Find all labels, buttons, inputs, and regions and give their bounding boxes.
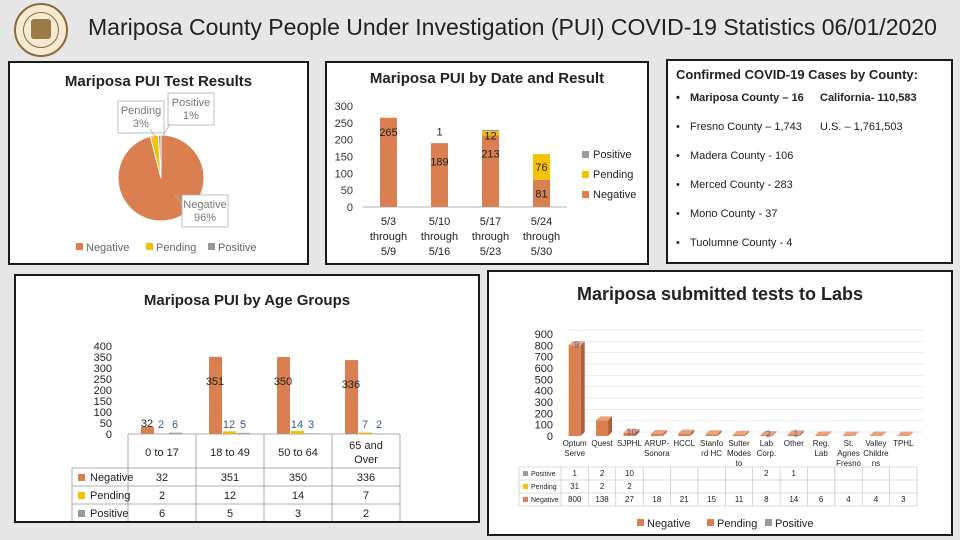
labs-category-label: Agnes	[837, 449, 860, 458]
labs-bar-negative	[815, 435, 827, 436]
date-category-label: through	[522, 231, 561, 243]
labs-table-swatch-negative	[523, 497, 528, 502]
age-table-cell: 350	[288, 472, 308, 484]
date-ytick: 200	[334, 134, 353, 147]
test-results-title: Mariposa PUI Test Results	[64, 73, 253, 90]
pie-legend-label-positive: Positive	[218, 242, 257, 254]
pie-label-negative-name: Negative	[183, 199, 227, 211]
labs-table-cell: 10	[625, 469, 634, 478]
date-ytick: 100	[334, 168, 353, 181]
age-legend-swatch-positive	[78, 510, 85, 517]
date-result-panel	[325, 61, 649, 265]
labs-table-cell: 2	[599, 469, 605, 478]
labs-table-cell: 6	[818, 495, 824, 504]
pie-label-pending-pct: 3%	[133, 118, 149, 130]
labs-bar-side	[581, 341, 585, 436]
age-table-cell: 336	[356, 472, 376, 484]
labs-table-cell: 2	[764, 469, 769, 478]
labs-table-cell: 2	[627, 482, 632, 491]
pie-legend-label-pending: Pending	[156, 242, 197, 254]
date-ytick: 300	[334, 101, 353, 113]
age-data-label-pending: 12	[222, 419, 236, 431]
labs-ytick: 500	[534, 374, 553, 387]
labs-bar-label: 10	[626, 426, 637, 437]
age-series-name-negative: Negative	[90, 472, 134, 484]
date-legend-swatch-negative	[582, 191, 589, 198]
age-table-cell: 6	[158, 508, 166, 520]
labs-table-cell: 800	[568, 495, 582, 504]
labs-table-swatch-positive	[523, 471, 528, 476]
labs-series-name-positive: Positive	[531, 471, 556, 478]
labs-ytick: 400	[534, 385, 553, 398]
case-item	[676, 178, 947, 207]
date-data-label: 1	[436, 126, 443, 139]
labs-table-cell: 8	[764, 495, 769, 504]
age-groups-bar-chart	[16, 276, 478, 521]
labs-category-label: Sutter	[728, 439, 750, 448]
labs-table-cell: 11	[734, 495, 744, 504]
case-county: Fresno County – 1,743	[690, 121, 802, 133]
age-data-label-negative: 350	[273, 376, 293, 388]
date-category-label: through	[420, 231, 459, 243]
labs-category-label: Quest	[591, 439, 613, 448]
date-category-label: 5/9	[380, 246, 397, 258]
labs-table-cell: 18	[652, 495, 662, 504]
labs-bar-negative	[596, 420, 608, 436]
date-category-label: through	[369, 231, 408, 243]
date-category-label: 5/17	[479, 216, 502, 228]
age-table-cell: 32	[155, 472, 169, 484]
test-results-panel	[8, 61, 309, 265]
labs-panel	[487, 270, 953, 536]
age-category-label: 65 and	[349, 440, 383, 452]
age-ytick: 100	[93, 407, 112, 419]
date-category-label: 5/23	[479, 246, 502, 258]
labs-category-label: Sonora	[643, 449, 670, 458]
labs-table-cell: 1	[572, 469, 577, 478]
labs-bar-label: 1	[793, 428, 799, 439]
age-ytick: 50	[99, 418, 112, 430]
date-data-label: 12	[484, 130, 497, 143]
labs-category-label: Reg.	[812, 439, 830, 448]
date-category-label: 5/30	[530, 246, 553, 258]
case-total: California- 110,583	[820, 92, 917, 104]
case-county: Merced County - 283	[690, 179, 793, 191]
age-table-cell: 5	[226, 508, 234, 520]
labs-ytick: 300	[534, 397, 553, 409]
date-category-label: 5/16	[428, 246, 451, 258]
age-ytick: 300	[93, 363, 112, 375]
case-county: Mono County - 37	[690, 208, 778, 220]
labs-category-label: TPHL	[893, 439, 914, 448]
case-item	[676, 236, 947, 265]
labs-category-label: ARUP-	[644, 439, 670, 448]
page-title: Mariposa County People Under Investigation (PUI) COVID-19 Statistics 06/01/2020	[88, 14, 937, 40]
labs-category-label: Fresno	[836, 459, 861, 468]
labs-legend-swatch-pending	[707, 519, 714, 526]
date-category-label: 5/10	[428, 216, 451, 228]
labs-category-label: Serve	[564, 449, 586, 458]
labs-category-label: Lab	[759, 439, 774, 448]
age-data-label-pending: 14	[290, 419, 304, 431]
labs-table-cell: 4	[873, 495, 879, 504]
cases-title: Confirmed COVID-19 Cases by County:	[676, 67, 918, 82]
age-category-label: 0 to 17	[145, 447, 179, 459]
pie-legend-label-negative: Negative	[86, 242, 130, 254]
age-table-cell: 351	[220, 472, 240, 484]
age-data-label-negative: 351	[205, 375, 225, 388]
age-data-label-positive: 3	[307, 419, 315, 431]
cases-panel	[666, 59, 953, 264]
age-ytick: 350	[93, 352, 112, 364]
age-data-label-negative: 32	[140, 417, 154, 430]
labs-title: Mariposa submitted tests to Labs	[576, 284, 864, 304]
date-category-label: 5/3	[380, 216, 397, 228]
labs-legend-swatch-negative	[637, 519, 644, 526]
labs-category-label: Optum	[562, 439, 587, 448]
labs-table-cell: 15	[707, 495, 717, 504]
date-ytick: 250	[334, 117, 353, 130]
labs-ytick: 200	[534, 408, 553, 421]
labs-table-cell: 21	[679, 495, 689, 504]
labs-table-cell: 1	[791, 469, 796, 478]
labs-legend-label-positive: Positive	[775, 518, 814, 530]
age-data-label-positive: 6	[171, 419, 179, 431]
age-groups-panel	[14, 274, 480, 523]
age-ytick: 200	[93, 385, 112, 397]
date-legend-label-positive: Positive	[593, 149, 632, 161]
labs-table-swatch-pending	[523, 484, 528, 489]
labs-table-cell: 4	[846, 495, 851, 504]
case-item	[676, 207, 947, 236]
labs-bar-negative	[651, 434, 663, 436]
labs-bar-label: 9	[574, 339, 580, 350]
date-ytick: 0	[346, 202, 353, 214]
age-data-label-pending: 2	[157, 419, 165, 431]
labs-table-cell: 27	[625, 495, 634, 504]
date-category-label: 5/24	[530, 216, 553, 228]
date-bar-negative	[431, 143, 448, 207]
age-series-name-pending: Pending	[90, 490, 131, 502]
age-table-cell: 12	[223, 490, 237, 502]
labs-category-label: to	[735, 459, 743, 468]
labs-category-label: Valley	[865, 439, 887, 448]
labs-legend-label-pending: Pending	[717, 518, 758, 530]
age-series-name-positive: Positive	[90, 508, 129, 520]
date-data-label: 189	[430, 156, 449, 169]
age-legend-swatch-pending	[78, 492, 85, 499]
date-data-label: 213	[481, 148, 500, 161]
date-legend-label-negative: Negative	[593, 189, 637, 201]
labs-table-cell: 138	[595, 495, 609, 504]
case-item	[676, 120, 947, 149]
pie-legend-swatch-negative	[76, 243, 83, 250]
pie-label-positive-pct: 1%	[183, 110, 199, 122]
labs-ytick: 100	[534, 419, 553, 432]
age-table-cell: 3	[294, 508, 302, 520]
date-bar-negative	[482, 135, 499, 207]
cases-list	[676, 91, 947, 265]
labs-category-label: HCCL	[673, 439, 696, 448]
labs-category-label: Lab	[814, 449, 828, 458]
labs-category-label: SJPHL	[617, 439, 642, 448]
labs-bar-negative	[569, 345, 581, 436]
date-legend-swatch-positive	[582, 151, 589, 158]
labs-legend-swatch-positive	[765, 519, 772, 526]
date-result-bar-chart	[327, 63, 647, 263]
age-bar-pending	[291, 431, 304, 434]
age-groups-title: Mariposa PUI by Age Groups	[143, 292, 351, 309]
labs-table-cell: 3	[901, 495, 906, 504]
labs-category-label: Childre	[863, 449, 889, 458]
age-ytick: 0	[105, 429, 112, 441]
labs-category-label: Corp.	[756, 449, 777, 458]
labs-bar-negative	[733, 435, 745, 436]
age-category-label: Over	[354, 454, 378, 466]
pie-label-positive-name: Positive	[171, 97, 211, 109]
county-seal-logo	[14, 3, 68, 57]
labs-category-label: ns	[871, 459, 881, 468]
pie-label-pending-name: Pending	[120, 105, 162, 117]
pie-label-negative-pct: 96%	[193, 212, 217, 224]
labs-series-name-pending: Pending	[531, 484, 557, 491]
date-result-title: Mariposa PUI by Date and Result	[369, 70, 605, 87]
labs-ytick: 700	[534, 351, 553, 364]
labs-category-label: rd HC	[701, 449, 723, 458]
age-bar-negative	[345, 360, 358, 434]
case-county: Madera County - 106	[690, 150, 794, 162]
labs-ytick: 0	[546, 431, 553, 443]
age-bar-negative	[277, 357, 290, 434]
age-ytick: 250	[93, 374, 112, 386]
age-legend-swatch-negative	[78, 474, 85, 481]
pie-legend-swatch-positive	[208, 243, 215, 250]
date-legend-swatch-pending	[582, 171, 589, 178]
labs-category-label: Modes	[726, 449, 752, 458]
age-table-cell: 2	[362, 508, 370, 520]
labs-ytick: 600	[534, 363, 553, 375]
date-legend-label-pending: Pending	[593, 169, 634, 181]
test-results-pie-chart	[10, 63, 307, 263]
labs-category-label: Stanfo	[700, 439, 724, 448]
date-category-label: through	[471, 231, 510, 243]
labs-table-cell: 2	[599, 482, 605, 491]
age-ytick: 400	[93, 341, 112, 353]
age-table-cell: 2	[158, 490, 166, 502]
case-item	[676, 91, 947, 120]
labs-bar-negative	[706, 434, 718, 436]
pie-legend-swatch-pending	[146, 243, 153, 250]
age-data-label-positive: 5	[239, 419, 247, 431]
labs-bar-label: 2	[765, 429, 771, 440]
date-data-label: 76	[535, 161, 548, 174]
age-data-label-pending: 7	[361, 419, 369, 431]
age-data-label-positive: 2	[375, 419, 383, 431]
age-data-label-negative: 336	[341, 379, 361, 392]
date-data-label: 265	[379, 126, 398, 139]
labs-ytick: 800	[534, 340, 553, 353]
labs-ytick: 900	[534, 329, 553, 341]
date-ytick: 150	[334, 151, 353, 164]
case-county: Tuolumne County - 4	[690, 237, 793, 249]
age-category-label: 18 to 49	[210, 447, 250, 459]
seal-emblem	[31, 19, 51, 39]
labs-category-label: Other	[783, 439, 804, 448]
labs-legend-label-negative: Negative	[647, 518, 691, 530]
age-bar-negative	[209, 357, 222, 434]
case-item	[676, 149, 947, 178]
date-ytick: 50	[340, 185, 353, 198]
age-table-cell: 14	[291, 490, 305, 502]
labs-bar-negative	[678, 434, 690, 436]
labs-table-cell: 14	[789, 495, 799, 504]
age-table-cell: 7	[362, 490, 370, 502]
labs-series-name-negative: Negative	[531, 497, 559, 504]
labs-bar-chart	[489, 272, 951, 534]
age-category-label: 50 to 64	[278, 447, 318, 459]
labs-table-cell: 31	[570, 482, 580, 491]
age-ytick: 150	[93, 396, 112, 408]
case-county: Mariposa County – 16	[690, 92, 804, 104]
case-total: U.S. – 1,761,503	[820, 121, 903, 133]
date-data-label: 81	[535, 188, 548, 201]
labs-category-label: St.	[843, 439, 854, 448]
